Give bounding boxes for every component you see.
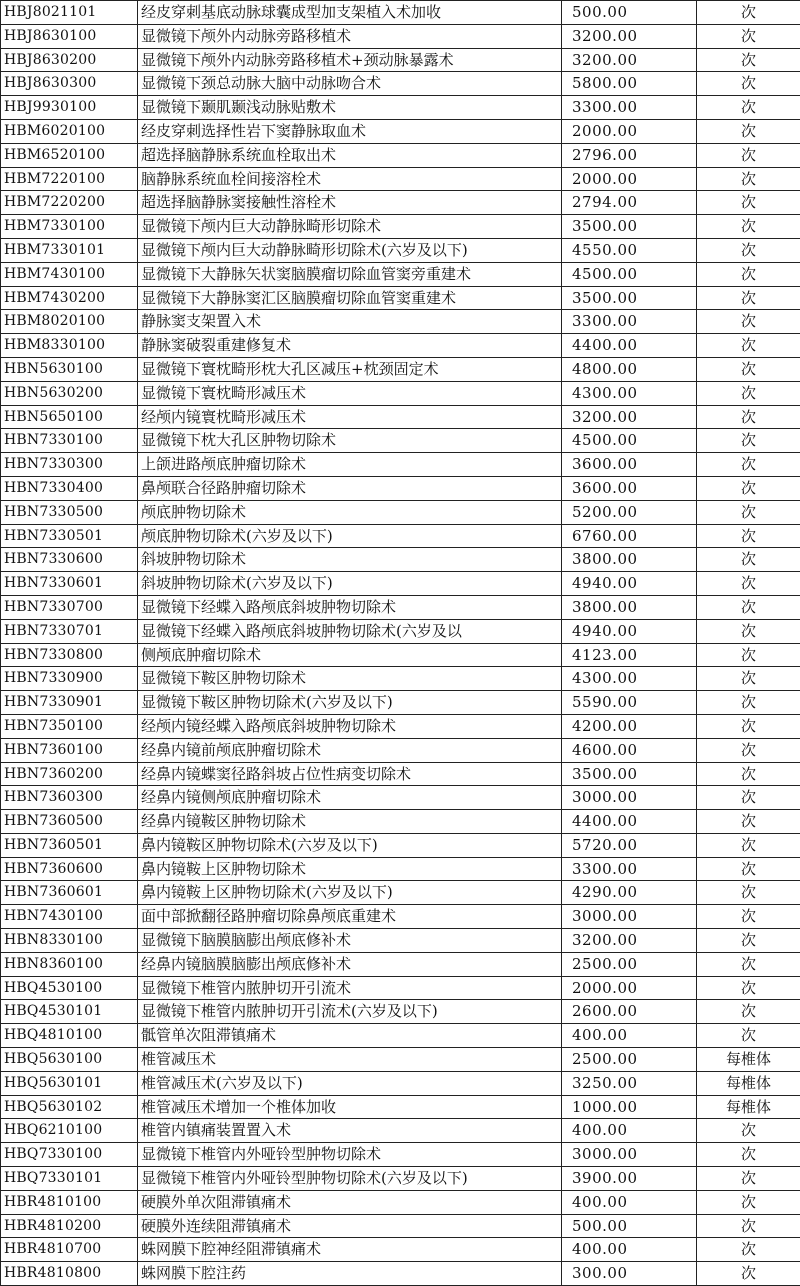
item-price-cell: 3600.00 xyxy=(562,476,697,500)
item-unit-cell: 次 xyxy=(697,762,800,786)
item-unit-cell: 次 xyxy=(697,1143,800,1167)
item-code-cell: HBN7330701 xyxy=(1,619,138,643)
item-unit-cell: 次 xyxy=(697,334,800,358)
item-unit-cell: 每椎体 xyxy=(697,1095,800,1119)
item-unit-cell: 次 xyxy=(697,48,800,72)
item-code-cell: HBJ8021101 xyxy=(1,1,138,25)
item-name-cell: 鼻内镜鞍上区肿物切除术 xyxy=(138,857,562,881)
item-name-cell: 经鼻内镜前颅底肿瘤切除术 xyxy=(138,738,562,762)
item-code-cell: HBN7330300 xyxy=(1,453,138,477)
item-name-cell: 侧颅底肿瘤切除术 xyxy=(138,643,562,667)
table-row xyxy=(1,357,800,381)
table-row xyxy=(1,786,800,810)
item-name-cell: 硬膜外单次阻滞镇痛术 xyxy=(138,1190,562,1214)
item-code-cell: HBR4810700 xyxy=(1,1238,138,1262)
item-unit-cell: 次 xyxy=(697,691,800,715)
item-code-cell: HBN5650100 xyxy=(1,405,138,429)
item-price-cell: 3300.00 xyxy=(562,857,697,881)
item-price-cell: 3000.00 xyxy=(562,786,697,810)
item-price-cell: 5200.00 xyxy=(562,500,697,524)
item-price-cell: 3800.00 xyxy=(562,548,697,572)
item-unit-cell: 次 xyxy=(697,167,800,191)
item-unit-cell: 次 xyxy=(697,476,800,500)
item-unit-cell: 次 xyxy=(697,643,800,667)
item-name-cell: 显微镜下寰枕畸形减压术 xyxy=(138,381,562,405)
item-code-cell: HBM7220200 xyxy=(1,191,138,215)
table-row xyxy=(1,72,800,96)
price-table-body xyxy=(1,1,800,1286)
item-code-cell: HBR4810800 xyxy=(1,1262,138,1286)
item-price-cell: 4500.00 xyxy=(562,262,697,286)
item-price-cell: 500.00 xyxy=(562,1214,697,1238)
item-price-cell: 500.00 xyxy=(562,1,697,25)
table-row xyxy=(1,762,800,786)
item-price-cell: 4290.00 xyxy=(562,881,697,905)
item-code-cell: HBQ4530100 xyxy=(1,976,138,1000)
item-unit-cell: 每椎体 xyxy=(697,1071,800,1095)
table-row xyxy=(1,714,800,738)
item-name-cell: 显微镜下经蝶入路颅底斜坡肿物切除术 xyxy=(138,595,562,619)
item-price-cell: 2000.00 xyxy=(562,119,697,143)
item-name-cell: 经鼻内镜脑膜脑膨出颅底修补术 xyxy=(138,952,562,976)
table-row xyxy=(1,572,800,596)
item-unit-cell: 次 xyxy=(697,572,800,596)
item-unit-cell: 次 xyxy=(697,619,800,643)
item-name-cell: 显微镜下椎管内外哑铃型肿物切除术 xyxy=(138,1143,562,1167)
table-row xyxy=(1,738,800,762)
item-code-cell: HBN7360100 xyxy=(1,738,138,762)
item-code-cell: HBJ8630300 xyxy=(1,72,138,96)
item-code-cell: HBJ8630100 xyxy=(1,24,138,48)
item-name-cell: 显微镜下经蝶入路颅底斜坡肿物切除术(六岁及以 xyxy=(138,619,562,643)
item-name-cell: 经皮穿刺选择性岩下窦静脉取血术 xyxy=(138,119,562,143)
item-unit-cell: 次 xyxy=(697,1190,800,1214)
table-row xyxy=(1,238,800,262)
table-row xyxy=(1,1095,800,1119)
item-name-cell: 经皮穿刺基底动脉球囊成型加支架植入术加收 xyxy=(138,1,562,25)
table-row xyxy=(1,1,800,25)
item-price-cell: 3000.00 xyxy=(562,905,697,929)
item-code-cell: HBN5630200 xyxy=(1,381,138,405)
item-code-cell: HBN7360501 xyxy=(1,833,138,857)
item-price-cell: 4300.00 xyxy=(562,381,697,405)
item-unit-cell: 次 xyxy=(697,1238,800,1262)
item-name-cell: 显微镜下颅内巨大动静脉畸形切除术(六岁及以下) xyxy=(138,238,562,262)
item-name-cell: 显微镜下大静脉窦汇区脑膜瘤切除血管窦重建术 xyxy=(138,286,562,310)
item-name-cell: 斜坡肿物切除术(六岁及以下) xyxy=(138,572,562,596)
item-price-cell: 3600.00 xyxy=(562,453,697,477)
item-unit-cell: 次 xyxy=(697,500,800,524)
table-row xyxy=(1,453,800,477)
item-price-cell: 4400.00 xyxy=(562,810,697,834)
item-code-cell: HBM7330100 xyxy=(1,215,138,239)
item-name-cell: 颅底肿物切除术(六岁及以下) xyxy=(138,524,562,548)
item-price-cell: 5800.00 xyxy=(562,72,697,96)
item-unit-cell: 次 xyxy=(697,1214,800,1238)
item-name-cell: 面中部掀翻径路肿瘤切除鼻颅底重建术 xyxy=(138,905,562,929)
item-price-cell: 3000.00 xyxy=(562,1143,697,1167)
item-unit-cell: 次 xyxy=(697,857,800,881)
item-unit-cell: 次 xyxy=(697,929,800,953)
item-name-cell: 颅底肿物切除术 xyxy=(138,500,562,524)
item-name-cell: 经颅内镜经蝶入路颅底斜坡肿物切除术 xyxy=(138,714,562,738)
item-price-cell: 3250.00 xyxy=(562,1071,697,1095)
item-name-cell: 经鼻内镜侧颅底肿瘤切除术 xyxy=(138,786,562,810)
table-row xyxy=(1,1119,800,1143)
item-price-cell: 4400.00 xyxy=(562,334,697,358)
item-name-cell: 显微镜下脑膜脑膨出颅底修补术 xyxy=(138,929,562,953)
table-row xyxy=(1,833,800,857)
item-price-cell: 4300.00 xyxy=(562,667,697,691)
table-row xyxy=(1,24,800,48)
item-name-cell: 蛛网膜下腔神经阻滞镇痛术 xyxy=(138,1238,562,1262)
table-row xyxy=(1,1000,800,1024)
item-name-cell: 显微镜下大静脉矢状窦脑膜瘤切除血管窦旁重建术 xyxy=(138,262,562,286)
item-price-cell: 3200.00 xyxy=(562,929,697,953)
item-name-cell: 超选择脑静脉系统血栓取出术 xyxy=(138,143,562,167)
item-price-cell: 2796.00 xyxy=(562,143,697,167)
table-row xyxy=(1,48,800,72)
item-price-cell: 400.00 xyxy=(562,1190,697,1214)
item-code-cell: HBQ4810100 xyxy=(1,1024,138,1048)
table-row xyxy=(1,310,800,334)
item-price-cell: 2500.00 xyxy=(562,1048,697,1072)
item-price-cell: 4123.00 xyxy=(562,643,697,667)
item-unit-cell: 次 xyxy=(697,1024,800,1048)
item-code-cell: HBM7430200 xyxy=(1,286,138,310)
item-name-cell: 静脉窦支架置入术 xyxy=(138,310,562,334)
item-name-cell: 经鼻内镜蝶窦径路斜坡占位性病变切除术 xyxy=(138,762,562,786)
table-row xyxy=(1,619,800,643)
table-row xyxy=(1,1262,800,1286)
item-unit-cell: 次 xyxy=(697,286,800,310)
item-code-cell: HBQ5630101 xyxy=(1,1071,138,1095)
item-code-cell: HBM8330100 xyxy=(1,334,138,358)
table-row xyxy=(1,405,800,429)
item-code-cell: HBM8020100 xyxy=(1,310,138,334)
table-row xyxy=(1,976,800,1000)
item-unit-cell: 次 xyxy=(697,1167,800,1191)
item-code-cell: HBR4810200 xyxy=(1,1214,138,1238)
table-row xyxy=(1,810,800,834)
item-name-cell: 蛛网膜下腔注药 xyxy=(138,1262,562,1286)
item-price-cell: 3200.00 xyxy=(562,48,697,72)
table-row xyxy=(1,215,800,239)
item-price-cell: 2794.00 xyxy=(562,191,697,215)
item-code-cell: HBM6020100 xyxy=(1,119,138,143)
table-row xyxy=(1,334,800,358)
item-price-cell: 4940.00 xyxy=(562,619,697,643)
item-code-cell: HBN8330100 xyxy=(1,929,138,953)
item-unit-cell: 次 xyxy=(697,952,800,976)
item-unit-cell: 次 xyxy=(697,381,800,405)
item-code-cell: HBN7330501 xyxy=(1,524,138,548)
item-name-cell: 显微镜下颅外内动脉旁路移植术 xyxy=(138,24,562,48)
item-name-cell: 显微镜下鞍区肿物切除术 xyxy=(138,667,562,691)
item-code-cell: HBN7330400 xyxy=(1,476,138,500)
item-name-cell: 椎管减压术(六岁及以下) xyxy=(138,1071,562,1095)
table-row xyxy=(1,262,800,286)
item-code-cell: HBR4810100 xyxy=(1,1190,138,1214)
item-price-cell: 4550.00 xyxy=(562,238,697,262)
table-row xyxy=(1,667,800,691)
item-price-cell: 400.00 xyxy=(562,1238,697,1262)
item-name-cell: 显微镜下寰枕畸形枕大孔区减压+枕颈固定术 xyxy=(138,357,562,381)
item-code-cell: HBQ5630102 xyxy=(1,1095,138,1119)
item-name-cell: 显微镜下颅内巨大动静脉畸形切除术 xyxy=(138,215,562,239)
item-code-cell: HBQ6210100 xyxy=(1,1119,138,1143)
item-code-cell: HBN7330100 xyxy=(1,429,138,453)
item-price-cell: 3800.00 xyxy=(562,595,697,619)
item-code-cell: HBJ8630200 xyxy=(1,48,138,72)
item-code-cell: HBN7360600 xyxy=(1,857,138,881)
table-row xyxy=(1,1190,800,1214)
item-code-cell: HBN8360100 xyxy=(1,952,138,976)
item-price-cell: 4800.00 xyxy=(562,357,697,381)
item-name-cell: 显微镜下椎管内外哑铃型肿物切除术(六岁及以下) xyxy=(138,1167,562,1191)
item-name-cell: 鼻内镜鞍上区肿物切除术(六岁及以下) xyxy=(138,881,562,905)
item-unit-cell: 次 xyxy=(697,548,800,572)
item-code-cell: HBN7360601 xyxy=(1,881,138,905)
table-row xyxy=(1,143,800,167)
item-unit-cell: 次 xyxy=(697,976,800,1000)
item-name-cell: 鼻颅联合径路肿瘤切除术 xyxy=(138,476,562,500)
item-name-cell: 椎管减压术增加一个椎体加收 xyxy=(138,1095,562,1119)
item-price-cell: 400.00 xyxy=(562,1024,697,1048)
table-row xyxy=(1,96,800,120)
item-code-cell: HBN7350100 xyxy=(1,714,138,738)
item-price-cell: 5720.00 xyxy=(562,833,697,857)
item-unit-cell: 次 xyxy=(697,595,800,619)
item-unit-cell: 次 xyxy=(697,357,800,381)
table-row xyxy=(1,1167,800,1191)
table-row xyxy=(1,548,800,572)
item-unit-cell: 次 xyxy=(697,1262,800,1286)
item-name-cell: 斜坡肿物切除术 xyxy=(138,548,562,572)
table-row xyxy=(1,1214,800,1238)
table-row xyxy=(1,857,800,881)
item-code-cell: HBN5630100 xyxy=(1,357,138,381)
item-price-cell: 3500.00 xyxy=(562,762,697,786)
table-row xyxy=(1,500,800,524)
item-code-cell: HBM7220100 xyxy=(1,167,138,191)
item-code-cell: HBN7330500 xyxy=(1,500,138,524)
item-price-cell: 3200.00 xyxy=(562,24,697,48)
item-code-cell: HBQ7330101 xyxy=(1,1167,138,1191)
item-name-cell: 脑静脉系统血栓间接溶栓术 xyxy=(138,167,562,191)
item-name-cell: 显微镜下枕大孔区肿物切除术 xyxy=(138,429,562,453)
item-unit-cell: 次 xyxy=(697,1119,800,1143)
item-unit-cell: 次 xyxy=(697,881,800,905)
item-price-cell: 4940.00 xyxy=(562,572,697,596)
item-name-cell: 椎管减压术 xyxy=(138,1048,562,1072)
item-code-cell: HBQ5630100 xyxy=(1,1048,138,1072)
item-unit-cell: 次 xyxy=(697,96,800,120)
item-unit-cell: 次 xyxy=(697,810,800,834)
item-name-cell: 显微镜下椎管内脓肿切开引流术 xyxy=(138,976,562,1000)
item-unit-cell: 次 xyxy=(697,143,800,167)
table-row xyxy=(1,905,800,929)
table-row xyxy=(1,881,800,905)
table-row xyxy=(1,952,800,976)
item-unit-cell: 次 xyxy=(697,310,800,334)
item-code-cell: HBQ7330100 xyxy=(1,1143,138,1167)
item-code-cell: HBN7330601 xyxy=(1,572,138,596)
item-unit-cell: 次 xyxy=(697,524,800,548)
item-name-cell: 骶管单次阻滞镇痛术 xyxy=(138,1024,562,1048)
item-code-cell: HBN7330900 xyxy=(1,667,138,691)
item-unit-cell: 次 xyxy=(697,667,800,691)
item-name-cell: 显微镜下颞肌颞浅动脉贴敷术 xyxy=(138,96,562,120)
table-row xyxy=(1,476,800,500)
item-unit-cell: 次 xyxy=(697,786,800,810)
item-price-cell: 3300.00 xyxy=(562,96,697,120)
table-row xyxy=(1,1048,800,1072)
item-name-cell: 显微镜下颅外内动脉旁路移植术+颈动脉暴露术 xyxy=(138,48,562,72)
item-code-cell: HBN7360500 xyxy=(1,810,138,834)
item-code-cell: HBN7330901 xyxy=(1,691,138,715)
item-name-cell: 超选择脑静脉窦接触性溶栓术 xyxy=(138,191,562,215)
item-name-cell: 显微镜下椎管内脓肿切开引流术(六岁及以下) xyxy=(138,1000,562,1024)
item-code-cell: HBM7330101 xyxy=(1,238,138,262)
table-row xyxy=(1,595,800,619)
item-unit-cell: 次 xyxy=(697,1000,800,1024)
item-unit-cell: 次 xyxy=(697,738,800,762)
item-name-cell: 硬膜外连续阻滞镇痛术 xyxy=(138,1214,562,1238)
item-price-cell: 3500.00 xyxy=(562,286,697,310)
item-unit-cell: 次 xyxy=(697,905,800,929)
item-price-cell: 5590.00 xyxy=(562,691,697,715)
item-name-cell: 经颅内镜寰枕畸形减压术 xyxy=(138,405,562,429)
item-unit-cell: 次 xyxy=(697,1,800,25)
item-unit-cell: 次 xyxy=(697,262,800,286)
item-code-cell: HBN7330600 xyxy=(1,548,138,572)
item-price-cell: 3200.00 xyxy=(562,405,697,429)
item-price-cell: 300.00 xyxy=(562,1262,697,1286)
item-name-cell: 上颌进路颅底肿瘤切除术 xyxy=(138,453,562,477)
item-price-cell: 2500.00 xyxy=(562,952,697,976)
item-code-cell: HBJ9930100 xyxy=(1,96,138,120)
table-row xyxy=(1,119,800,143)
table-row xyxy=(1,191,800,215)
item-code-cell: HBQ4530101 xyxy=(1,1000,138,1024)
item-name-cell: 鼻内镜鞍区肿物切除术(六岁及以下) xyxy=(138,833,562,857)
table-row xyxy=(1,1143,800,1167)
item-price-cell: 4600.00 xyxy=(562,738,697,762)
item-code-cell: HBN7430100 xyxy=(1,905,138,929)
item-unit-cell: 每椎体 xyxy=(697,1048,800,1072)
item-unit-cell: 次 xyxy=(697,238,800,262)
table-row xyxy=(1,1071,800,1095)
item-price-cell: 400.00 xyxy=(562,1119,697,1143)
item-price-cell: 3900.00 xyxy=(562,1167,697,1191)
table-row xyxy=(1,1024,800,1048)
table-row xyxy=(1,691,800,715)
item-code-cell: HBN7360200 xyxy=(1,762,138,786)
item-code-cell: HBN7330700 xyxy=(1,595,138,619)
item-price-cell: 6760.00 xyxy=(562,524,697,548)
item-name-cell: 经鼻内镜鞍区肿物切除术 xyxy=(138,810,562,834)
item-code-cell: HBN7330800 xyxy=(1,643,138,667)
item-unit-cell: 次 xyxy=(697,191,800,215)
item-unit-cell: 次 xyxy=(697,429,800,453)
item-code-cell: HBM7430100 xyxy=(1,262,138,286)
item-unit-cell: 次 xyxy=(697,714,800,738)
item-price-cell: 2000.00 xyxy=(562,976,697,1000)
item-code-cell: HBN7360300 xyxy=(1,786,138,810)
item-name-cell: 椎管内镇痛装置置入术 xyxy=(138,1119,562,1143)
item-code-cell: HBM6520100 xyxy=(1,143,138,167)
table-row xyxy=(1,286,800,310)
table-row xyxy=(1,929,800,953)
item-unit-cell: 次 xyxy=(697,453,800,477)
item-price-cell: 3300.00 xyxy=(562,310,697,334)
table-row xyxy=(1,524,800,548)
item-name-cell: 显微镜下鞍区肿物切除术(六岁及以下) xyxy=(138,691,562,715)
item-price-cell: 2000.00 xyxy=(562,167,697,191)
item-price-cell: 1000.00 xyxy=(562,1095,697,1119)
item-price-cell: 3500.00 xyxy=(562,215,697,239)
item-unit-cell: 次 xyxy=(697,405,800,429)
item-name-cell: 显微镜下颈总动脉大脑中动脉吻合术 xyxy=(138,72,562,96)
table-row xyxy=(1,643,800,667)
item-unit-cell: 次 xyxy=(697,24,800,48)
item-unit-cell: 次 xyxy=(697,215,800,239)
item-unit-cell: 次 xyxy=(697,119,800,143)
item-unit-cell: 次 xyxy=(697,72,800,96)
table-row xyxy=(1,381,800,405)
table-row xyxy=(1,167,800,191)
item-price-cell: 4200.00 xyxy=(562,714,697,738)
item-price-cell: 4500.00 xyxy=(562,429,697,453)
table-row xyxy=(1,429,800,453)
item-unit-cell: 次 xyxy=(697,833,800,857)
item-price-cell: 2600.00 xyxy=(562,1000,697,1024)
item-name-cell: 静脉窦破裂重建修复术 xyxy=(138,334,562,358)
table-row xyxy=(1,1238,800,1262)
